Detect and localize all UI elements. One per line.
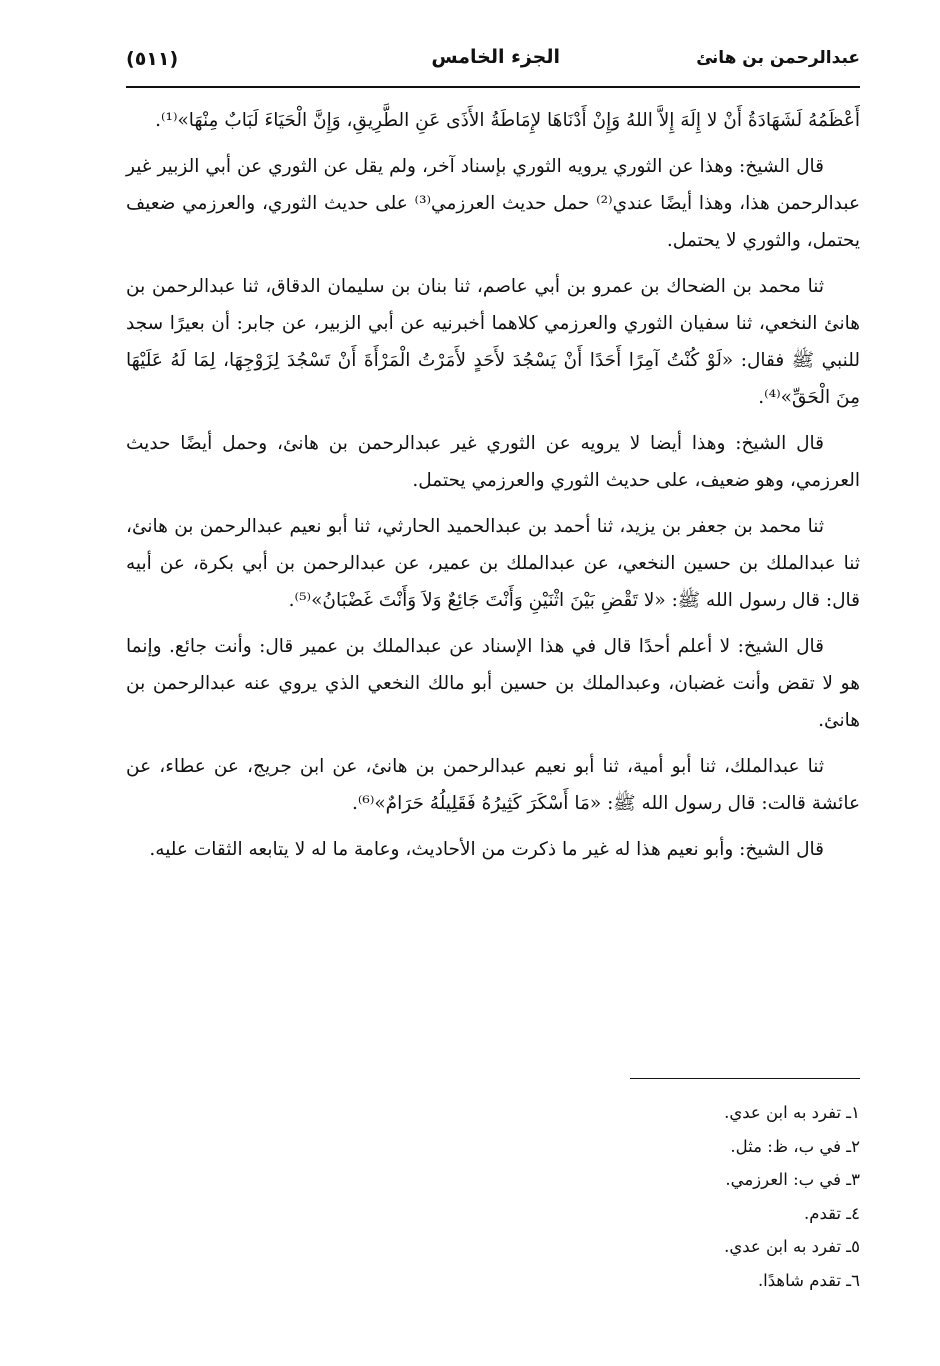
running-header <box>126 42 860 82</box>
footnote: ٢ـ في ب، ظ: مثل. <box>730 1136 860 1156</box>
main-text <box>126 102 860 877</box>
paragraph: قال الشيخ: وهذا عن الثوري يرويه الثوري بإسناد آخر، ولم يقل عن الثوري عن أبي الزبير غير عبدالرحمن هذا، وهذا أيضًا عندي⁽²⁾ حمل حديث العرزمي⁽³⁾ على حديث الثوري، والعرزمي ضعيف يحتمل، والثوري لا يحتمل. <box>126 156 860 251</box>
page-number: (٥١١) <box>126 48 179 70</box>
paragraph: ثنا عبدالملك، ثنا أبو أمية، ثنا أبو نعيم عبدالرحمن بن هانئ، عن ابن جريج، عن عطاء، عن عائشة قالت: قال رسول الله ﷺ: «مَا أَسْكَرَ كَثِيرُهُ فَقَلِيلُهُ حَرَامٌ»⁽⁶⁾. <box>126 756 860 814</box>
header-volume: الجزء الخامس <box>431 46 560 68</box>
header-author: عبدالرحمن بن هانئ <box>696 48 860 68</box>
footnote-divider <box>630 1078 860 1079</box>
footnote: ٥ـ تفرد به ابن عدي. <box>724 1237 860 1256</box>
footnotes-list <box>460 1096 860 1297</box>
footnote: ٤ـ تقدم. <box>803 1203 860 1223</box>
paragraph: أَعْظَمُهُ لَشَهَادَةُ أَنْ لا إِلَهَ إِلاَّ اللهُ وَإِنْ أَدْنَاهَا لإِمَاطَةُ الأَذَى عَنِ الطَّرِيقِ، وَإِنَّ الْحَيَاءَ لَبَابٌ مِنْهَا»⁽¹⁾. <box>155 110 860 131</box>
paragraph: ثنا محمد بن الضحاك بن عمرو بن أبي عاصم، ثنا بنان بن سليمان الدقاق، ثنا عبدالرحمن بن هانئ النخعي، ثنا سفيان الثوري والعرزمي كلاهما أخبرنيه عن أبي الزبير، عن جابر: أن بعيرًا سجد للنبي ﷺ فقال: «لَوْ كُنْتُ آمِرًا أَحَدًا أَنْ يَسْجُدَ لأَحَدٍ لأَمَرْتُ الْمَرْأَةَ أَنْ تَسْجُدَ لِزَوْجِهَا، لِمَا لَهُ عَلَيْهَا مِنَ الْحَقِّ»⁽⁴⁾. <box>126 276 860 408</box>
paragraph: قال الشيخ: لا أعلم أحدًا قال في هذا الإسناد عن عبدالملك بن عمير قال: وأنت جائع. وإنما هو لا تقض وأنت غضبان، وعبدالملك بن حسين أبو مالك النخعي الذي يروي عنه عبدالرحمن بن هانئ. <box>126 636 860 731</box>
paragraph: ثنا محمد بن جعفر بن يزيد، ثنا أحمد بن عبدالحميد الحارثي، ثنا أبو نعيم عبدالرحمن بن هانئ، ثنا عبدالملك بن حسين النخعي، عن عبدالملك بن عمير، عن عبدالرحمن بن أبي بكرة، عن أبيه قال: قال رسول الله ﷺ: «لا تَقْضِ بَيْنَ اثْنَيْنِ وَأَنْتَ جَائِعٌ وَلاَ وَأَنْتَ غَضْبَانُ»⁽⁵⁾. <box>126 516 860 611</box>
footnote: ٣ـ في ب: العرزمي. <box>725 1170 860 1189</box>
footnote: ١ـ تفرد به ابن عدي. <box>724 1103 860 1122</box>
header-divider <box>126 86 860 88</box>
paragraph: قال الشيخ: وأبو نعيم هذا له غير ما ذكرت من الأحاديث، وعامة ما له لا يتابعه الثقات عليه. <box>149 839 824 860</box>
footnote: ٦ـ تقدم شاهدًا. <box>757 1270 860 1290</box>
paragraph: قال الشيخ: وهذا أيضا لا يرويه عن الثوري غير عبدالرحمن بن هانئ، وحمل أيضًا حديث العرزمي، وهو ضعيف، على حديث الثوري والعرزمي يحتمل. <box>126 433 860 491</box>
